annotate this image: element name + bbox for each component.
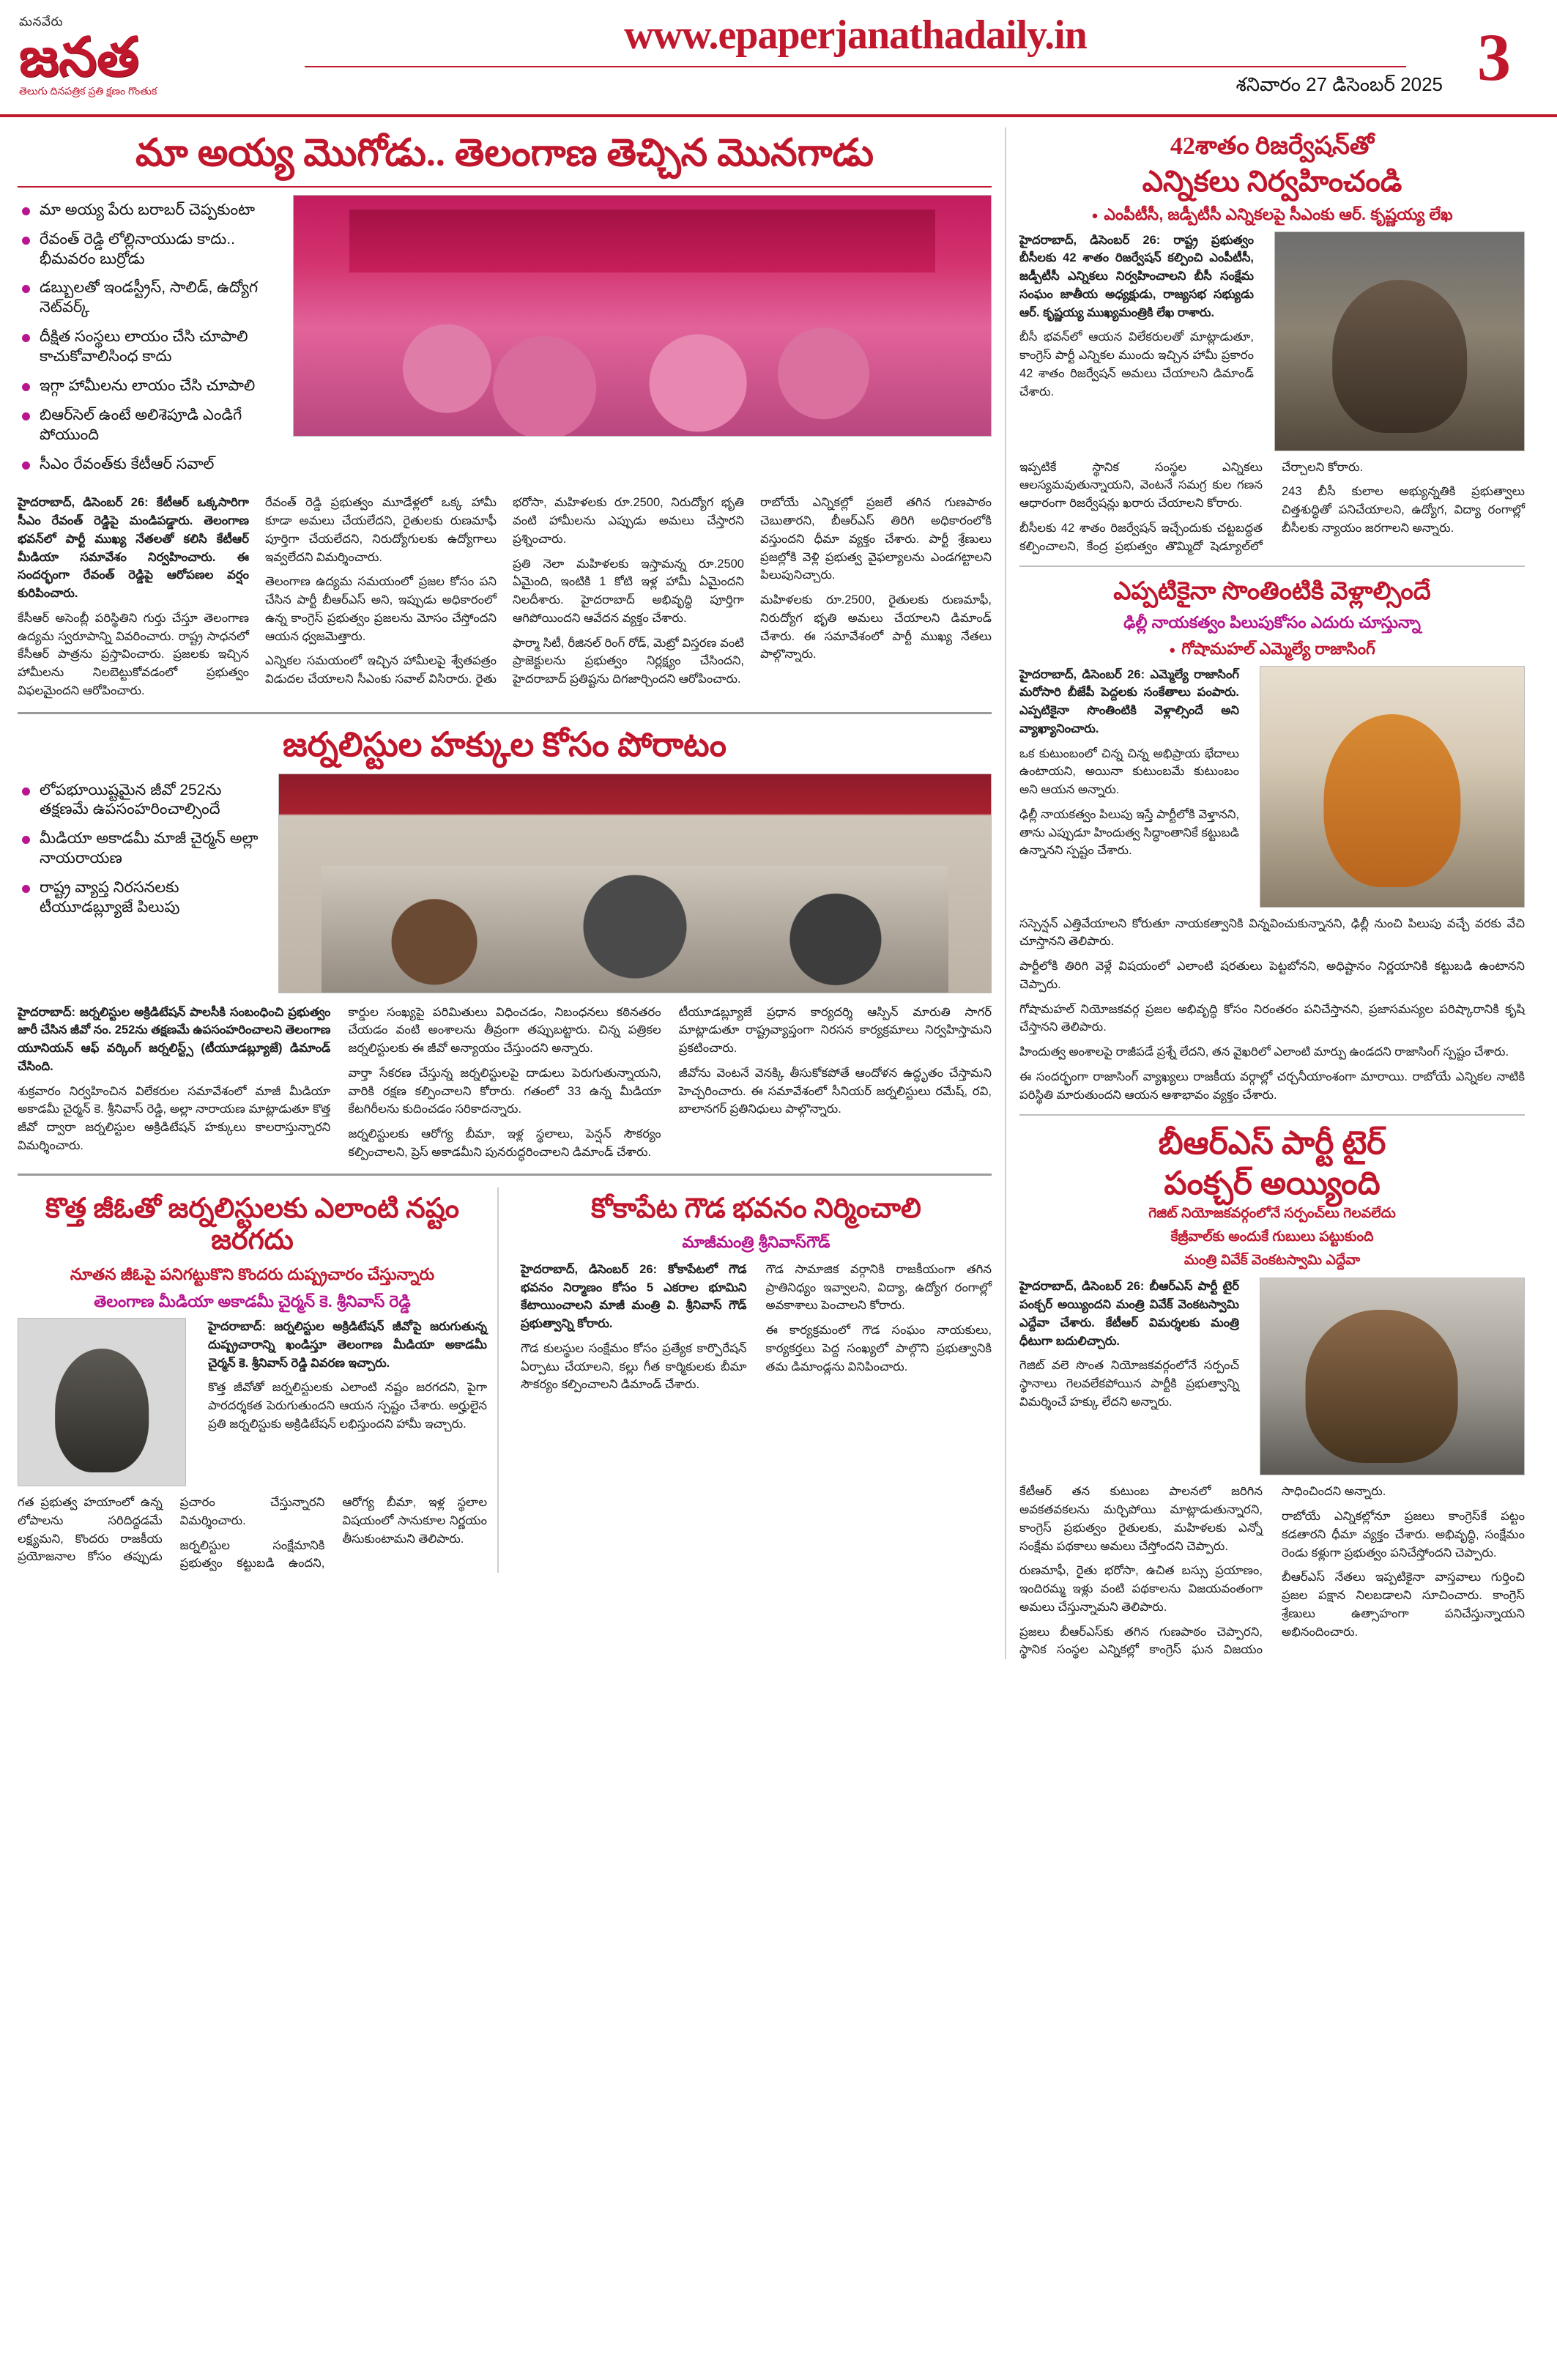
logo-tagline: తెలుగు దినపత్రిక ప్రతి క్షణం గొంతుక <box>19 85 157 97</box>
list-item: రాష్ట్ర వ్యాప్త నిరసనలకు టీయూడబ్ల్యూజే పిలుపు <box>18 878 267 918</box>
paragraph: బీఆర్ఎస్ నేతలు ఇప్పటికైనా వాస్తవాలు గుర్తించి ప్రజల పక్షాన నిలబడాలని సూచించారు. కాంగ్రెస్ శ్రేణులు ఉత్సాహంగా పనిచేస్తున్నాయని అభినందించారు. <box>1282 1571 1525 1639</box>
list-item: లోపభూయిష్టమైన జీవో 252ను తక్షణమే ఉపసంహరించాల్సిందే <box>18 781 267 820</box>
paragraph: గెజిట్ వలె సొంత నియోజకవర్గంలోనే సర్పంచ్ స్థానాలు గెలవలేకపోయిన పార్టీకి ప్రభుత్వాన్ని విమర్శించే హక్కు లేదని అన్నారు. <box>1019 1359 1239 1409</box>
photo-press-meet <box>278 774 992 993</box>
left-column <box>18 127 992 1659</box>
photo-vivek-venkataswamy <box>1260 1278 1525 1475</box>
story-gst-body-b <box>18 1494 487 1573</box>
story-brs-top <box>1019 1278 1525 1475</box>
story-peace <box>1019 577 1525 1104</box>
story-reservation-body-b <box>1019 459 1525 556</box>
story-reservation <box>1019 132 1525 555</box>
newspaper-logo <box>19 15 261 100</box>
right-column <box>1005 127 1525 1659</box>
paragraph: గౌడ కులస్థుల సంక్షేమం కోసం ప్రత్యేక కార్పొరేషన్ ఏర్పాటు చేయాలని, కల్లు గీత కార్మికులకు బీమా సౌకర్యం కల్పించాలని డిమాండ్ చేశారు. <box>521 1341 747 1392</box>
paragraph: హైదరాబాద్: జర్నలిస్టుల అక్రిడిటేషన్ పాలసీకి సంబంధించి ప్రభుత్వం జారీ చేసిన జీవో నం. 252ను తక్షణమే ఉపసంహరించాలని తెలంగాణ యూనియన్ ఆఫ్ వర్కింగ్ జర్నలిస్ట్స్ (టీయూడబ్ల్యూజే) డిమాండ్ చేసింది. <box>18 1005 331 1073</box>
story-gst-top <box>18 1318 487 1486</box>
story-main-top <box>18 195 992 484</box>
paragraph: ఢిల్లీ నాయకత్వం పిలుపు ఇస్తే పార్టీలోకి వెళ్తానని, తాను ఎప్పుడూ హిందుత్వ సిద్ధాంతానికే కట్టుబడి ఉన్నానని స్పష్టం చేశారు. <box>1019 807 1239 858</box>
story-peace-byline: ● గోషామహల్ ఎమ్మెల్యే రాజాసింగ్ <box>1019 639 1525 660</box>
paragraph: జర్నలిస్టులకు ఆరోగ్య బీమా, ఇళ్ల స్థలాలు, పెన్షన్ సౌకర్యం కల్పించాలని, ప్రెస్ అకాడమీని పునరుద్ధరించాలని డిమాండ్ చేశారు. <box>348 1127 661 1159</box>
list-item: సీఎం రేవంత్‌కు కేటీఆర్ సవాల్ <box>18 455 281 475</box>
paragraph: ఈ సందర్భంగా రాజాసింగ్ వ్యాఖ్యలు రాజకీయ వర్గాల్లో చర్చనీయాంశంగా మారాయి. రాబోయే ఎన్నికల నాటికి పరిస్థితి మారుతుందని ఆయన ఆశాభావం వ్యక్తం చేశారు. <box>1019 1069 1525 1102</box>
photo-krishnayya <box>1274 231 1525 451</box>
masthead <box>0 0 1557 117</box>
story-koka-byline: మాజీమంత్రి శ్రీనివాస్‌గౌడ్ <box>682 1233 830 1252</box>
story-brs-body-b <box>1019 1483 1525 1659</box>
paragraph: జీవోను వెంటనే వెనక్కి తీసుకోకపోతే ఆందోళన ఉద్ధృతం చేస్తామని హెచ్చరించారు. ఈ సమావేశంలో సీనియర్ జర్నలిస్టులు రమేష్, రవి, బాలానగర్ ప్రతినిధులు పాల్గొన్నారు. <box>678 1066 992 1116</box>
divider <box>18 186 992 188</box>
story-journalists-body <box>18 1004 992 1162</box>
story-brs-sub-1: గెజిట్ నియోజకవర్గంలోనే సర్పంచ్‌లు గెలవలేదు <box>1148 1206 1396 1222</box>
story-peace-body-b <box>1019 915 1525 1105</box>
paragraph: రుణమాఫీ, రైతు భరోసా, ఉచిత బస్సు ప్రయాణం, ఇందిరమ్మ ఇళ్లు వంటి పథకాలను విజయవంతంగా అమలు చేస్తున్నామని తెలిపారు. <box>1019 1564 1263 1614</box>
paragraph: హైదరాబాద్: జర్నలిస్టుల అక్రిడిటేషన్ జీవోపై జరుగుతున్న దుష్ప్రచారాన్ని ఖండిస్తూ తెలంగాణ మీడియా అకాడమీ చైర్మన్ కె. శ్రీనివాస్ రెడ్డి వివరణ ఇచ్చారు. <box>208 1320 488 1370</box>
paragraph: శుక్రవారం నిర్వహించిన విలేకరుల సమావేశంలో మాజీ మీడియా అకాడమీ చైర్మన్ కె. శ్రీనివాస్ రెడ్డి, అల్లా నారాయణ మాట్లాడుతూ కొత్త జీవో ద్వారా జర్నలిస్టుల అక్రిడిటేషన్ హక్కులు కాలరాస్తున్నారని విమర్శించారు. <box>18 1084 331 1152</box>
story-reservation-body-a <box>1019 231 1254 451</box>
paragraph: ప్రజలు బీఆర్ఎస్‌కు తగిన గుణపాఠం చెప్పారని, స్థానిక సంస్థల ఎన్నికల్లో కాంగ్రెస్ ఘన విజయం సాధించిందని అన్నారు. <box>1019 1485 1386 1657</box>
paragraph: ప్రతి నెలా మహిళలకు ఇస్తామన్న రూ.2500 ఏమైంది, ఇంటికి 1 కోటి ఇళ్ల హామీ ఏమైందని నిలదీశారు. హైదరాబాద్ అభివృద్ధి పూర్తిగా ఆగిపోయిందని ఆవేదన వ్యక్తం చేశారు. <box>513 557 744 625</box>
list-item: మీడియా అకాడమీ మాజీ చైర్మన్ అల్లా నాయరాయణ <box>18 829 267 869</box>
story-main-headline: మా అయ్య మొగోడు.. తెలంగాణ తెచ్చిన మొనగాడు <box>135 133 874 174</box>
story-main-body <box>18 494 992 700</box>
story-gst-body-a <box>198 1318 487 1486</box>
paragraph: టీయూడబ్ల్యూజే ప్రధాన కార్యదర్శి ఆస్పిన్ మారుతి సాగర్ మాట్లాడుతూ రాష్ట్రవ్యాప్తంగా నిరసన కార్యక్రమాలు నిర్వహిస్తామని ప్రకటించారు. <box>678 1005 992 1056</box>
paragraph: ఒక కుటుంబంలో చిన్న చిన్న అభిప్రాయ భేదాలు ఉంటాయని, అయినా కుటుంబమే కుటుంబం అని ఆయన అన్నారు. <box>1019 746 1239 797</box>
story-brs-byline: మంత్రి వివేక్ వెంకటస్వామి ఎద్దేవా <box>1183 1253 1361 1269</box>
list-item: దీక్షిత సంస్థలు లాయం చేసి చూపాలి కాచుకోవాలిసింధ కాదు <box>18 327 281 367</box>
story-brs <box>1019 1126 1525 1659</box>
story-journalists-headline: జర్నలిస్టుల హక్కుల కోసం పోరాటం <box>282 725 727 763</box>
story-peace-body-a <box>1019 666 1239 908</box>
story-peace-headline: ఎప్పటికైనా సొంతింటికి వెళ్లాల్సిందే <box>1113 578 1431 606</box>
paragraph: హైదరాబాద్, డిసెంబర్ 26: కోకాపేటలో గౌడ భవనం నిర్మాణం కోసం 5 ఎకరాల భూమిని కేటాయించాలని మాజీ మంత్రి వి. శ్రీనివాస్ గౌడ్ ప్రభుత్వాన్ని కోరారు. <box>521 1262 747 1331</box>
photo-srinivas-reddy <box>18 1318 186 1486</box>
divider <box>1019 566 1525 567</box>
list-item: రేవంత్ రెడ్డి లోల్లినాయుడు కాదు.. భీమవరం బుర్రోడు <box>18 230 281 270</box>
paragraph: ఈ కార్యక్రమంలో గౌడ సంఘం నాయకులు, కార్యకర్తలు పెద్ద సంఖ్యలో పాల్గొని ప్రభుత్వానికి తమ డిమాండ్లను వినిపించారు. <box>765 1324 992 1373</box>
story-gst-subhead: నూతన జీఓపై పనిగట్టుకొని కొందరు దుష్ప్రచారం చేస్తున్నారు <box>70 1264 435 1283</box>
list-item: డబ్బులతో ఇండస్ట్రీస్, సాలిడ్, ఉద్యోగ నెట్‌వర్క్ <box>18 278 281 318</box>
paragraph: కేటీఆర్ తన కుటుంబ పాలనలో జరిగిన అవకతవకలను మర్చిపోయి మాట్లాడుతున్నారని, కాంగ్రెస్ ప్రభుత్వం రైతులకు, మహిళలకు ఎన్నో సంక్షేమ పథకాలు అమలు చేస్తోందని చెప్పారు. <box>1019 1485 1263 1553</box>
story-gst <box>18 1187 499 1573</box>
story-main <box>18 132 992 700</box>
story-koka-headline: కోకాపేట గౌడ భవనం నిర్మించాలి <box>591 1193 921 1224</box>
story-gst-headline: కొత్త జీఓతో జర్నలిస్టులకు ఎలాంటి నష్టం జరగదు <box>45 1193 459 1256</box>
story-main-bullets <box>18 195 281 484</box>
list-item: బిఆర్‌సెల్ ఉంటే అలిశెపూడి ఎండిగే పోయుంది <box>18 406 281 445</box>
story-reservation-headline-2: ఎన్నికలు నిర్వహించండి <box>1142 165 1402 199</box>
paragraph: మహిళలకు రూ.2500, రైతులకు రుణమాఫీ, నిరుద్యోగ భృతి అమలు చేయాలని డిమాండ్ చేశారు. ఈ సమావేశంలో పార్టీ ముఖ్య నేతలు పాల్గొన్నారు. <box>760 593 992 661</box>
masthead-divider <box>305 66 1406 67</box>
divider <box>18 712 992 714</box>
page-number: 3 <box>1477 20 1511 94</box>
story-brs-headline-2: పంక్చర్ అయ్యింది <box>1164 1165 1381 1201</box>
story-reservation-byline: ● ఎంపీటీసీ, జడ్పీటీసీ ఎన్నికలపై సీఎంకు ఆర్. కృష్ణయ్య లేఖ <box>1019 204 1525 226</box>
story-journalists-bullets <box>18 774 267 993</box>
paragraph: రాబోయే ఎన్నికల్లో ప్రజలే తగిన గుణపాఠం చెబుతారని, బీఆర్ఎస్ తిరిగి అధికారంలోకి వస్తుందని ధీమా వ్యక్తం చేశారు. పార్టీ శ్రేణులు ప్రజల్లోకి వెళ్లి ప్రభుత్వ వైఫల్యాలను ఎండగట్టాలని పిలుపునిచ్చారు. <box>760 496 992 582</box>
paragraph: హైదరాబాద్, డిసెంబర్ 26: ఎమ్మెల్యే రాజాసింగ్ మరోసారి బీజేపీ పెద్దలకు సంకేతాలు పంపారు. ఎప్పటికైనా సొంతింటికి వెళ్లాల్సిందే అని వ్యాఖ్యానించారు. <box>1019 667 1239 735</box>
paragraph: 243 బీసీ కులాల అభ్యున్నతికి ప్రభుత్వాలు చిత్తశుద్ధితో పనిచేయాలని, ఉద్యోగ, విద్యా రంగాల్లో బీసీలకు న్యాయం జరగాలని అన్నారు. <box>1282 485 1525 535</box>
paragraph: హైదరాబాద్, డిసెంబర్ 26: కేటీఆర్ ఒక్కసారిగా సీఎం రేవంత్ రెడ్డిపై మండిపడ్డారు. తెలంగాణ భవన్‌లో పార్టీ ముఖ్య నేతలతో కలిసి కేటీఆర్ మీడియా సమావేశం నిర్వహించారు. ఈ సందర్భంగా రేవంత్ రెడ్డిపై ఆరోపణల వర్షం కురిపించారు. <box>18 496 249 601</box>
paragraph: కేసీఆర్ అసెంబ్లీ పరిస్థితిని గుర్తు చేస్తూ తెలంగాణ ఉద్యమ స్వరూపాన్ని వివరించారు. రాష్ట్ర సాధనలో కేసీఆర్ పాత్రను ప్రస్తావించారు. ప్రజలకు ఇచ్చిన హామీలను నిలబెట్టుకోవడంలో ప్రభుత్వం విఫలమైందని ఆరోపించారు. <box>18 611 249 697</box>
website-url[interactable]: www.epaperjanathadaily.in <box>624 12 1087 58</box>
paragraph: రాబోయే ఎన్నికల్లోనూ ప్రజలు కాంగ్రెస్‌కే పట్టం కడతారని ధీమా వ్యక్తం చేశారు. అభివృద్ధి, సంక్షేమం రెండు కళ్లుగా ప్రభుత్వం పనిచేస్తోందని చెప్పారు. <box>1282 1510 1525 1560</box>
publication-date: శనివారం 27 డిసెంబర్ 2025 <box>1235 73 1443 95</box>
story-journalists-top <box>18 774 992 993</box>
bottom-stories <box>18 1187 992 1573</box>
paragraph: ఎన్నికల సమయంలో ఇచ్చిన హామీలపై శ్వేతపత్రం విడుదల చేయాలని సీఎంకు సవాల్ విసిరారు. రైతు భరోసా, మహిళలకు రూ.2500, నిరుద్యోగ భృతి వంటి హామీలను ఎప్పుడు అమలు చేస్తారని ప్రశ్నించారు. <box>265 496 744 686</box>
logo-small-text: మనవేరు <box>19 14 63 29</box>
story-brs-body-a <box>1019 1278 1239 1475</box>
paragraph: తెలంగాణ ఉద్యమ సమయంలో ప్రజల కోసం పని చేసిన పార్టీ బీఆర్ఎస్ అని, ఇప్పుడు అధికారంలో ఉన్న కాంగ్రెస్ ప్రభుత్వం ప్రజలను మోసం చేస్తోందని ఆయన ధ్వజమెత్తారు. <box>265 575 497 643</box>
paragraph: హిందుత్వ అంశాలపై రాజీపడే ప్రశ్నే లేదని, తన వైఖరిలో ఎలాంటి మార్పు ఉండదని రాజాసింగ్ స్పష్టం చేశారు. <box>1019 1045 1509 1059</box>
story-brs-sub-2: కేజ్రీవాల్‌కు అందుకే గుబులు పట్టుకుంది <box>1170 1229 1374 1245</box>
paragraph: గత ప్రభుత్వ హయాంలో ఉన్న లోపాలను సరిదిద్దడమే లక్ష్యమని, కొందరు రాజకీయ ప్రయోజనాల కోసం తప్పుడు ప్రచారం చేస్తున్నారని విమర్శించారు. <box>18 1496 325 1564</box>
paragraph: హైదరాబాద్, డిసెంబర్ 26: రాష్ట్ర ప్రభుత్వం బీసీలకు 42 శాతం రిజర్వేషన్ కల్పించి ఎంపీటీసీ, జడ్పీటీసీ ఎన్నికలు నిర్వహించాలని బీసీ సంక్షేమ సంఘం జాతీయ అధ్యక్షుడు, రాజ్యసభ సభ్యుడు ఆర్. కృష్ణయ్య ముఖ్యమంత్రికి లేఖ రాశారు. <box>1019 233 1254 319</box>
paragraph: వార్తా సేకరణ చేస్తున్న జర్నలిస్టులపై దాడులు పెరుగుతున్నాయని, వారికి రక్షణ కల్పించాలని కోరారు. గతంలో 33 ఉన్న మీడియా కేటగిరీలను కుదించడం సరికాదన్నారు. <box>348 1066 661 1116</box>
page-body <box>0 117 1557 1677</box>
photo-raja-singh <box>1260 666 1525 908</box>
story-peace-top <box>1019 666 1525 908</box>
divider <box>1019 1114 1525 1116</box>
paragraph: పార్టీలోకి తిరిగి వెళ్లే విషయంలో ఎలాంటి షరతులు పెట్టబోనని, అధిష్టానం నిర్ణయానికి కట్టుబడి ఉంటానని చెప్పారు. <box>1019 960 1525 991</box>
paragraph: ఇప్పటికే స్థానిక సంస్థల ఎన్నికలు ఆలస్యమవుతున్నాయని, వెంటనే సమగ్ర కుల గణన ఆధారంగా రిజర్వేషన్లు ఖరారు చేయాలని కోరారు. <box>1019 460 1263 511</box>
story-koka-body <box>521 1261 992 1394</box>
masthead-center <box>261 12 1450 103</box>
paragraph: ఫార్మా సిటీ, రీజినల్ రింగ్ రోడ్, మెట్రో విస్తరణ వంటి ప్రాజెక్టులను ప్రభుత్వం నిర్లక్ష్యం చేసిందని, హైదరాబాద్ ప్రతిష్టను దిగజార్చిందని ఆరోపించారు. <box>513 636 744 686</box>
story-reservation-headline-1: 42శాతం రిజర్వేషన్‌తో <box>1170 133 1375 160</box>
story-journalists <box>18 726 992 1162</box>
paragraph: బీసీ భవన్‌లో ఆయన విలేకరులతో మాట్లాడుతూ, కాంగ్రెస్ పార్టీ ఎన్నికల ముందు ఇచ్చిన హామీ ప్రకారం 42 శాతం రిజర్వేషన్ అమలు చేయాలని డిమాండ్ చేశారు. <box>1019 330 1254 398</box>
paragraph: గౌడ సామాజిక వర్గానికి రాజకీయంగా తగిన ప్రాతినిధ్యం ఇవ్వాలని, విద్యా, ఉద్యోగ రంగాల్లో అవకాశాలు పెంచాలని కోరారు. <box>765 1262 992 1313</box>
paragraph: హైదరాబాద్, డిసెంబర్ 26: బీఆర్ఎస్ పార్టీ టైర్ పంక్చర్ అయ్యిందని మంత్రి వివేక్ వెంకటస్వామి ఎద్దేవా చేశారు. కేటీఆర్ విమర్శలకు మంత్రి ధీటుగా బదులిచ్చారు. <box>1019 1280 1239 1348</box>
photo-ktr-rally <box>293 195 992 437</box>
story-reservation-top <box>1019 231 1525 451</box>
paragraph: కార్డుల సంఖ్యపై పరిమితులు విధించడం, నిబంధనలు కఠినతరం చేయడం వంటి అంశాలను తీవ్రంగా తప్పుబట్టారు. చిన్న పత్రికల జర్నలిస్టులకు ఈ జీవో అన్యాయం చేస్తుందని అన్నారు. <box>348 1005 661 1056</box>
logo-title: జనత <box>19 27 139 88</box>
story-peace-subhead: ఢిల్లీ నాయకత్వం పిలుపుకోసం ఎదురు చూస్తున్నా <box>1123 612 1421 631</box>
paragraph: సస్పెన్షన్ ఎత్తివేయాలని కోరుతూ నాయకత్వానికి విన్నవించుకున్నానని, ఢిల్లీ నుంచి పిలుపు వచ్చే వరకు వేచి చూస్తానని తెలిపారు. <box>1019 916 1525 949</box>
story-gst-byline: తెలంగాణ మీడియా అకాడమీ చైర్మన్ కె. శ్రీనివాస్ రెడ్డి <box>94 1291 411 1311</box>
paragraph: రేవంత్ రెడ్డి ప్రభుత్వం మూడేళ్లలో ఒక్క హామీ కూడా అమలు చేయలేదని, రైతులకు రుణమాఫీ పూర్తిగా చేయలేదని, నిరుద్యోగులకు ఉద్యోగాలు ఇవ్వలేదని విమర్శించారు. <box>265 496 497 564</box>
story-brs-headline-1: బీఆర్‌ఎస్ పార్టీ టైర్ <box>1158 1125 1386 1162</box>
list-item: ఇగ్గా హామీలను లాయం చేసి చూపాలి <box>18 377 281 396</box>
paragraph: జర్నలిస్టుల సంక్షేమానికి ప్రభుత్వం కట్టుబడి ఉందని, ఆరోగ్య బీమా, ఇళ్ల స్థలాల విషయంలో సానుకూల నిర్ణయం తీసుకుంటామని తెలిపారు. <box>179 1496 488 1571</box>
paragraph: కొత్త జీవోతో జర్నలిస్టులకు ఎలాంటి నష్టం జరగదని, పైగా పారదర్శకత పెరుగుతుందని ఆయన స్పష్టం చేశారు. అర్హులైన ప్రతి జర్నలిస్టుకు అక్రిడిటేషన్ లభిస్తుందని హామీ ఇచ్చారు. <box>208 1381 488 1431</box>
list-item: మా అయ్య పేరు బరాబర్ చెప్పకుంటా <box>18 201 281 220</box>
story-koka <box>510 1187 992 1573</box>
divider <box>18 1174 992 1176</box>
paragraph: బీసీలకు 42 శాతం రిజర్వేషన్ ఇచ్చేందుకు చట్టబద్ధత కల్పించాలని, కేంద్ర ప్రభుత్వం తొమ్మిదో షెడ్యూల్‌లో చేర్చాలని కోరారు. <box>1019 460 1364 553</box>
paragraph: గోషామహల్ నియోజకవర్గ ప్రజల అభివృద్ధి కోసం నిరంతరం పనిచేస్తానని, ప్రజాసమస్యల పరిష్కారానికి కృషి చేస్తానని తెలిపారు. <box>1019 1002 1525 1034</box>
